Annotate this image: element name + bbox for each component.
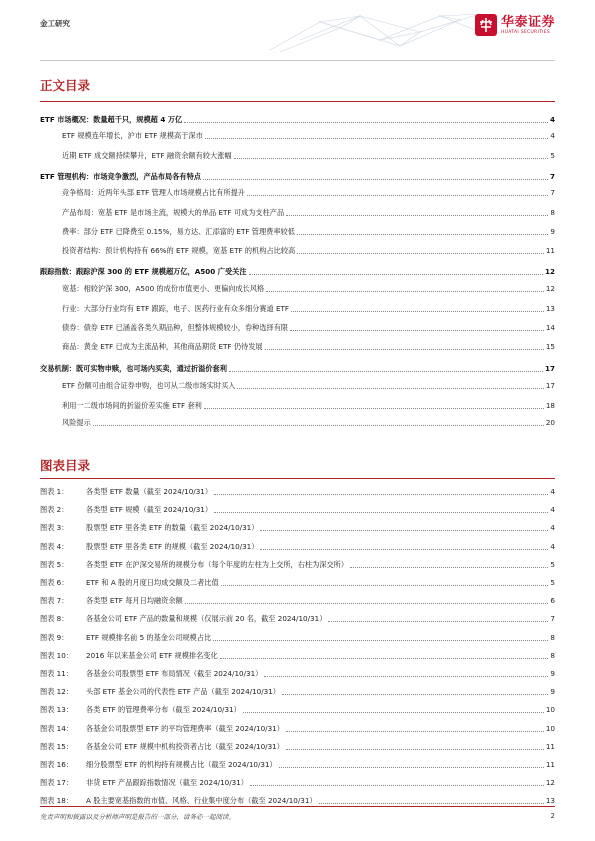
figure-title-text: 各基金公司股票型 ETF 的平均管理费率（截至 2024/10/31）	[86, 723, 284, 733]
figure-page-number: 5	[550, 578, 555, 587]
figure-entry[interactable]	[40, 629, 555, 643]
figure-leader-dots	[250, 785, 544, 786]
toc-chapter-entry[interactable]	[40, 263, 555, 277]
page-number: 2	[550, 812, 555, 820]
toc-entry-text: ETF 份额可由组合证券申购，也可从二级市场实时买入	[62, 381, 236, 390]
toc-section-entry[interactable]	[62, 397, 555, 411]
figure-leader-dots	[319, 803, 544, 804]
toc-page-number: 9	[550, 227, 555, 236]
toc-page-number: 4	[549, 115, 555, 124]
toc-leader-dots	[265, 349, 544, 350]
toc-page-number: 18	[545, 401, 555, 410]
toc-section-entry[interactable]	[62, 300, 555, 314]
figure-page-number: 5	[550, 559, 555, 569]
figure-leader-dots	[214, 494, 548, 495]
figure-leader-dots	[243, 712, 544, 713]
figure-title-text: 头部 ETF 基金公司的代表性 ETF 产品（截至 2024/10/31）	[86, 687, 280, 697]
figure-page-number: 11	[545, 760, 555, 769]
toc-leader-dots	[290, 330, 544, 331]
toc-section-entry[interactable]	[62, 377, 555, 391]
figure-label: 图表 17：	[40, 778, 73, 788]
figure-label: 图表 16：	[40, 760, 73, 769]
figure-title-text: 非货 ETF 产品跟踪指数情况（截至 2024/10/31）	[86, 778, 248, 788]
toc-leader-dots	[297, 234, 549, 235]
figure-title-text: 各类型 ETF 每月日均融资余额	[86, 596, 183, 606]
figure-entry[interactable]	[40, 519, 555, 533]
toc-entry-text: 费率：部分 ETF 已降费至 0.15%，易方达、汇添富的 ETF 管理费率较低	[62, 227, 295, 236]
huatai-logo-icon	[475, 14, 497, 36]
toc-page-number: 11	[545, 246, 555, 255]
toc-entry-text: 产品布局：宽基 ETF 是市场主流，规模大的单品 ETF 可成为支柱产品	[62, 208, 285, 217]
toc-page-number: 4	[550, 131, 555, 140]
toc-page-number: 7	[549, 172, 555, 181]
figures-title: 图表目录	[40, 458, 91, 473]
toc-page-number: 14	[545, 323, 555, 332]
toc-leader-dots	[205, 138, 549, 139]
toc-leader-dots	[93, 425, 544, 426]
toc-section-entry[interactable]	[62, 280, 555, 294]
toc-section-entry[interactable]	[62, 204, 555, 218]
figure-entry[interactable]	[40, 483, 555, 497]
figure-entry[interactable]	[40, 701, 555, 715]
figure-title-text: 各基金公司 ETF 规模中机构投资者占比（截至 2024/10/31）	[86, 741, 284, 751]
figure-page-number: 10	[545, 723, 555, 733]
figure-leader-dots	[279, 767, 544, 768]
toc-page-number: 12	[544, 267, 555, 276]
toc-page-number: 8	[550, 208, 555, 217]
figure-page-number: 11	[545, 741, 555, 751]
toc-leader-dots	[291, 311, 544, 312]
toc-section-entry[interactable]	[62, 127, 555, 141]
toc-entry-text: 交易机制：既可实物申赎，也可场内买卖，通过折溢价套利	[40, 364, 227, 373]
figure-leader-dots	[214, 512, 548, 513]
figure-entry[interactable]	[40, 501, 555, 515]
toc-entry-text: 债券：债券 ETF 已涵盖各类久期品种，但整体规模较小，券种选择有限	[62, 323, 289, 332]
figure-entry[interactable]	[40, 683, 555, 697]
toc-leader-dots	[247, 195, 548, 196]
toc-page-number: 13	[545, 304, 555, 313]
toc-page-number: 5	[550, 151, 555, 160]
toc-entry-text: 风险提示	[62, 418, 91, 427]
figure-label: 图表 13：	[40, 705, 73, 715]
figure-entry[interactable]	[40, 720, 555, 734]
toc-leader-dots	[266, 291, 544, 292]
toc-section-entry[interactable]	[62, 184, 555, 198]
logo-english-name: HUATAI SECURITIES	[500, 29, 551, 35]
page-header	[40, 0, 555, 61]
figure-leader-dots	[221, 585, 549, 586]
figure-page-number: 13	[545, 796, 555, 806]
toc-entry-text: 商品：黄金 ETF 已成为主流品种，其他商品期货 ETF 仍待发展	[62, 342, 263, 351]
figure-label: 图表 10：	[40, 650, 73, 660]
figure-page-number: 4	[550, 487, 555, 496]
toc-page-number: 20	[545, 418, 555, 427]
figure-leader-dots	[286, 749, 544, 750]
figure-leader-dots	[282, 694, 548, 695]
report-category: 金工研究	[40, 19, 70, 28]
figure-label: 图表 9：	[40, 632, 69, 642]
toc-leader-dots	[204, 408, 544, 409]
toc-entry-text: 行业：大部分行业均有 ETF 跟踪，电子、医药行业有众多细分赛道 ETF	[62, 304, 290, 313]
figure-label: 图表 2：	[40, 505, 69, 515]
figure-title-text: 各类型 ETF 在沪深交易所的规模分布（每个年度的左柱为上交所，右柱为深交所）	[86, 559, 349, 569]
figure-title-text: ETF 和 A 股的月度日均成交额及二者比值	[86, 578, 219, 587]
toc-leader-dots	[297, 253, 544, 254]
figure-entry[interactable]	[40, 592, 555, 606]
company-logo	[475, 14, 555, 36]
figure-title-text: 股票型 ETF 里各类 ETF 的数量（截至 2024/10/31）	[86, 523, 259, 533]
toc-page-number: 15	[545, 342, 555, 351]
figure-label: 图表 11：	[40, 669, 73, 678]
toc-entry-text: 近期 ETF 成交额持续攀升，ETF 融资余额有较大涨幅	[62, 151, 232, 160]
figure-label: 图表 4：	[40, 541, 69, 551]
toc-chapter-entry[interactable]	[40, 360, 555, 374]
figure-page-number: 6	[550, 596, 555, 606]
toc-section-entry[interactable]	[62, 414, 555, 428]
figure-page-number: 8	[550, 632, 555, 642]
figure-page-number: 4	[550, 505, 555, 515]
toc-chapter-entry[interactable]	[40, 111, 555, 125]
figure-title-text: ETF 规模排名前 5 的基金公司规模占比	[86, 632, 212, 642]
toc-entry-text: 宽基：相较沪深 300，A500 的成份市值更小、更偏向成长风格	[62, 284, 265, 293]
toc-section-entry[interactable]	[62, 147, 555, 161]
figure-title-text: 各类 ETF 的管理费率分布（截至 2024/10/31）	[86, 705, 241, 715]
figure-leader-dots	[264, 676, 548, 677]
toc-section-entry[interactable]	[62, 338, 555, 352]
figure-label: 图表 18：	[40, 796, 73, 806]
toc-leader-dots	[286, 215, 548, 216]
figure-title-text: 各类型 ETF 数量（截至 2024/10/31）	[86, 487, 213, 496]
figure-label: 图表 7：	[40, 596, 69, 606]
figure-entry[interactable]	[40, 574, 555, 588]
toc-entry-text: ETF 市场概况：数量超千只，规模超 4 万亿	[40, 115, 183, 124]
toc-leader-dots	[203, 179, 548, 180]
figure-entry[interactable]	[40, 792, 555, 806]
toc-leader-dots	[184, 122, 548, 123]
figure-leader-dots	[286, 731, 544, 732]
figure-title-text: 细分股票型 ETF 的机构持有规模占比（截至 2024/10/31）	[86, 760, 277, 769]
figure-leader-dots	[213, 640, 548, 641]
figure-page-number: 4	[550, 541, 555, 551]
figure-entry[interactable]	[40, 665, 555, 679]
figure-entry[interactable]	[40, 756, 555, 770]
figure-page-number: 12	[545, 778, 555, 788]
toc-page-number: 12	[545, 284, 555, 293]
figure-label: 图表 5：	[40, 559, 69, 569]
figure-label: 图表 3：	[40, 523, 69, 533]
figure-entry[interactable]	[40, 538, 555, 552]
toc-page-number: 17	[544, 364, 555, 373]
figure-page-number: 10	[545, 705, 555, 715]
toc-section-entry[interactable]	[62, 242, 555, 256]
figure-entry[interactable]	[40, 556, 555, 570]
figure-page-number: 7	[550, 614, 555, 624]
figure-label: 图表 8：	[40, 614, 69, 624]
toc-entry-text: 投资者结构：预计机构持有 66%的 ETF 规模，宽基 ETF 的机构占比较高	[62, 246, 296, 255]
figure-entry[interactable]	[40, 738, 555, 752]
figure-page-number: 9	[550, 687, 555, 697]
figure-page-number: 8	[550, 650, 555, 660]
toc-entry-text: ETF 规模连年增长，沪市 ETF 规模高于深市	[62, 131, 203, 140]
figure-label: 图表 12：	[40, 687, 73, 697]
toc-chapter-entry[interactable]	[40, 168, 555, 182]
figure-entry[interactable]	[40, 647, 555, 661]
figure-label: 图表 1：	[40, 487, 69, 496]
figure-title-text: A 股主要宽基指数的市值、风格、行业集中度分布（截至 2024/10/31）	[86, 796, 317, 806]
toc-leader-dots	[229, 371, 543, 372]
figure-leader-dots	[350, 567, 548, 568]
figure-leader-dots	[328, 621, 548, 622]
header-decoration	[260, 10, 500, 54]
toc-entry-text: 利用一二级市场间的折溢价差实施 ETF 套利	[62, 401, 202, 410]
figure-label: 图表 14：	[40, 723, 73, 733]
toc-section-entry[interactable]	[62, 319, 555, 333]
toc-section-entry[interactable]	[62, 223, 555, 237]
figure-leader-dots	[260, 530, 548, 531]
toc-title-rule	[40, 101, 555, 102]
figure-page-number: 4	[550, 523, 555, 533]
toc-entry-text: ETF 管理机构：市场竞争激烈，产品布局各有特点	[40, 172, 201, 181]
figure-leader-dots	[220, 658, 549, 659]
toc-entry-text: 竞争格局：近两年头部 ETF 管理人市场规模占比有所提升	[62, 188, 245, 197]
figure-title-text: 2016 年以来基金公司 ETF 规模排名变化	[86, 650, 218, 660]
footer-disclaimer: 免责声明和披露以及分析师声明是报告的一部分，请务必一起阅读。	[40, 813, 235, 821]
figure-title-text: 各基金公司 ETF 产品的数量和规模（仅展示前 20 名，截至 2024/10/31）	[86, 614, 327, 624]
toc-entry-text: 跟踪指数：跟踪沪深 300 的 ETF 规模超万亿，A500 广受关注	[40, 267, 247, 276]
figure-leader-dots	[185, 603, 549, 604]
toc-page-number: 17	[545, 381, 555, 390]
figure-entry[interactable]	[40, 610, 555, 624]
figure-page-number: 9	[550, 669, 555, 678]
figure-title-text: 各类型 ETF 规模（截至 2024/10/31）	[86, 505, 213, 515]
figure-entry[interactable]	[40, 774, 555, 788]
figure-label: 图表 6：	[40, 578, 69, 587]
toc-title: 正文目录	[40, 78, 91, 93]
figures-title-rule	[40, 478, 555, 479]
toc-page-number: 7	[550, 188, 555, 197]
figure-title-text: 各基金公司股票型 ETF 布局情况（截至 2024/10/31）	[86, 669, 263, 678]
logo-chinese-name: 华泰证券	[500, 14, 555, 30]
page-footer	[40, 806, 555, 827]
toc-leader-dots	[234, 158, 549, 159]
figure-label: 图表 15：	[40, 741, 73, 751]
figure-title-text: 股票型 ETF 里各类 ETF 的规模（截至 2024/10/31）	[86, 541, 259, 551]
toc-leader-dots	[249, 274, 543, 275]
toc-leader-dots	[237, 388, 543, 389]
figure-leader-dots	[260, 549, 548, 550]
